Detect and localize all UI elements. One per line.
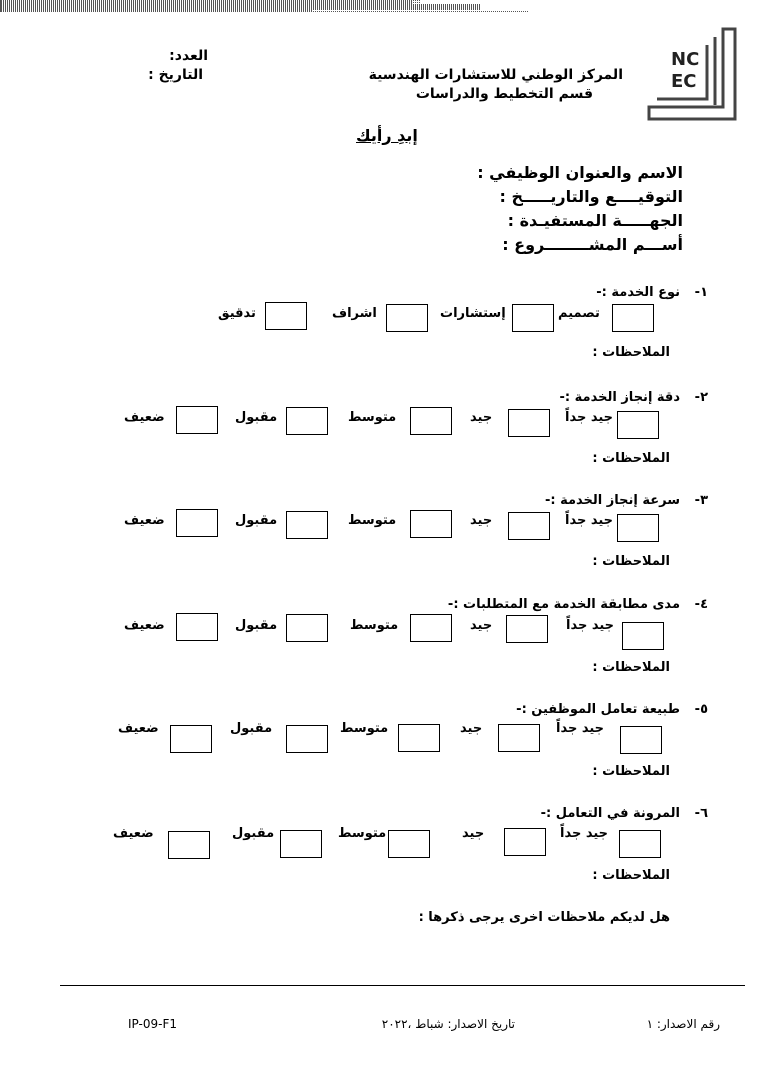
q1-option-supervision-box[interactable] xyxy=(386,304,428,332)
q2-option-very-good-box[interactable] xyxy=(617,411,659,439)
q5-notes-label: الملاحظات : xyxy=(592,764,670,779)
q4-option-very-good-box[interactable] xyxy=(622,622,664,650)
q3-option-very-good-label: جيد جداً xyxy=(565,513,614,528)
q6-option-acceptable-label: مقبول xyxy=(232,826,275,841)
q6-option-average-label: متوسط xyxy=(338,826,387,841)
question-2-title: دقة إنجاز الخدمة :- xyxy=(559,390,680,405)
q2-option-acceptable-box[interactable] xyxy=(286,407,328,435)
q4-option-weak-box[interactable] xyxy=(176,613,218,641)
q6-option-weak-label: ضعيف xyxy=(113,826,154,841)
q1-option-audit-box[interactable] xyxy=(265,302,307,330)
q6-notes-label: الملاحظات : xyxy=(592,868,670,883)
footer-issue-number: رقم الاصدار: ١ xyxy=(646,1017,720,1031)
question-4-title: مدى مطابقة الخدمة مع المتطلبات :- xyxy=(447,597,680,612)
question-3-number: ٣- xyxy=(694,493,708,508)
footer-issue-date: تاريخ الاصدار: شباط ،٢٠٢٢ xyxy=(381,1017,515,1031)
q6-option-weak-box[interactable] xyxy=(168,831,210,859)
q1-notes-label: الملاحظات : xyxy=(592,345,670,360)
q1-option-audit-label: تدقيق xyxy=(218,306,256,321)
field-signature-date: التوقيــــع والتاريـــــخ : xyxy=(499,187,683,206)
q4-notes-label: الملاحظات : xyxy=(592,660,670,675)
q5-option-very-good-label: جيد جداً xyxy=(556,721,605,736)
q5-option-good-box[interactable] xyxy=(498,724,540,752)
q2-option-good-box[interactable] xyxy=(508,409,550,437)
q3-option-acceptable-label: مقبول xyxy=(235,513,278,528)
q1-option-consulting-box[interactable] xyxy=(512,304,554,332)
svg-text:NC: NC xyxy=(671,49,700,70)
q2-option-weak-box[interactable] xyxy=(176,406,218,434)
q6-option-very-good-label: جيد جداً xyxy=(560,826,609,841)
q3-option-average-box[interactable] xyxy=(410,510,452,538)
q5-option-average-box[interactable] xyxy=(398,724,440,752)
question-6-number: ٦- xyxy=(694,806,708,821)
q5-option-good-label: جيد xyxy=(460,721,483,736)
q1-option-design-label: تصميم xyxy=(558,306,600,321)
q5-option-average-label: متوسط xyxy=(340,721,389,736)
q1-option-supervision-label: اشراف xyxy=(332,306,377,321)
q2-option-good-label: جيد xyxy=(470,410,493,425)
q5-option-acceptable-label: مقبول xyxy=(230,721,273,736)
q5-option-very-good-box[interactable] xyxy=(620,726,662,754)
q1-option-consulting-label: إستشارات xyxy=(440,306,506,321)
q4-option-average-box[interactable] xyxy=(410,614,452,642)
q5-option-acceptable-box[interactable] xyxy=(286,725,328,753)
q3-option-weak-label: ضعيف xyxy=(124,513,165,528)
form-title: إبدِ رأيك xyxy=(356,126,418,145)
question-5-title: طبيعة تعامل الموظفين :- xyxy=(516,702,680,717)
q2-option-weak-label: ضعيف xyxy=(124,410,165,425)
q3-option-good-box[interactable] xyxy=(508,512,550,540)
department-name: قسم التخطيط والدراسات xyxy=(415,86,593,102)
q3-option-very-good-box[interactable] xyxy=(617,514,659,542)
question-5-number: ٥- xyxy=(694,702,708,717)
field-name-title: الاسم والعنوان الوظيفي : xyxy=(477,163,683,182)
date-label: التاريخ : xyxy=(148,67,203,83)
q6-option-very-good-box[interactable] xyxy=(619,830,661,858)
footer-divider xyxy=(60,985,745,986)
q3-option-average-label: متوسط xyxy=(348,513,397,528)
q4-option-good-box[interactable] xyxy=(506,615,548,643)
q2-option-average-box[interactable] xyxy=(410,407,452,435)
q2-option-average-label: متوسط xyxy=(348,410,397,425)
org-name: المركز الوطني للاستشارات الهندسية xyxy=(368,67,623,83)
svg-text:EC: EC xyxy=(671,71,697,92)
extra-notes-line-2[interactable] xyxy=(0,11,528,12)
question-3-title: سرعة إنجاز الخدمة :- xyxy=(544,493,680,508)
question-4-number: ٤- xyxy=(694,597,708,612)
q6-option-average-box[interactable] xyxy=(388,830,430,858)
q5-option-weak-box[interactable] xyxy=(170,725,212,753)
field-beneficiary: الجهـــــة المستفيـدة : xyxy=(507,211,683,230)
q4-option-acceptable-box[interactable] xyxy=(286,614,328,642)
q3-notes-label: الملاحظات : xyxy=(592,554,670,569)
q6-option-acceptable-box[interactable] xyxy=(280,830,322,858)
number-label: العدد: xyxy=(169,48,208,64)
q1-option-design-box[interactable] xyxy=(612,304,654,332)
question-2-number: ٢- xyxy=(694,390,708,405)
q4-option-very-good-label: جيد جداً xyxy=(566,618,615,633)
q3-option-weak-box[interactable] xyxy=(176,509,218,537)
q5-option-weak-label: ضعيف xyxy=(118,721,159,736)
ncec-logo xyxy=(645,25,740,123)
q2-option-acceptable-label: مقبول xyxy=(235,410,278,425)
q3-option-acceptable-box[interactable] xyxy=(286,511,328,539)
extra-notes-label: هل لديكم ملاحظات اخرى يرجى ذكرها : xyxy=(418,910,670,925)
question-6-title: المرونة في التعامل :- xyxy=(540,806,680,821)
q6-option-good-box[interactable] xyxy=(504,828,546,856)
footer-form-code: IP-09-F1 xyxy=(128,1017,177,1031)
field-project-name: أســـم المشــــــــروع : xyxy=(502,235,683,254)
q4-option-acceptable-label: مقبول xyxy=(235,618,278,633)
question-1-number: ١- xyxy=(694,285,708,300)
q4-option-good-label: جيد xyxy=(470,618,493,633)
q6-option-good-label: جيد xyxy=(462,826,485,841)
q2-notes-label: الملاحظات : xyxy=(592,451,670,466)
q2-option-very-good-label: جيد جداً xyxy=(565,410,614,425)
q4-option-average-label: متوسط xyxy=(350,618,399,633)
question-1-title: نوع الخدمة :- xyxy=(596,285,680,300)
q4-option-weak-label: ضعيف xyxy=(124,618,165,633)
q3-option-good-label: جيد xyxy=(470,513,493,528)
